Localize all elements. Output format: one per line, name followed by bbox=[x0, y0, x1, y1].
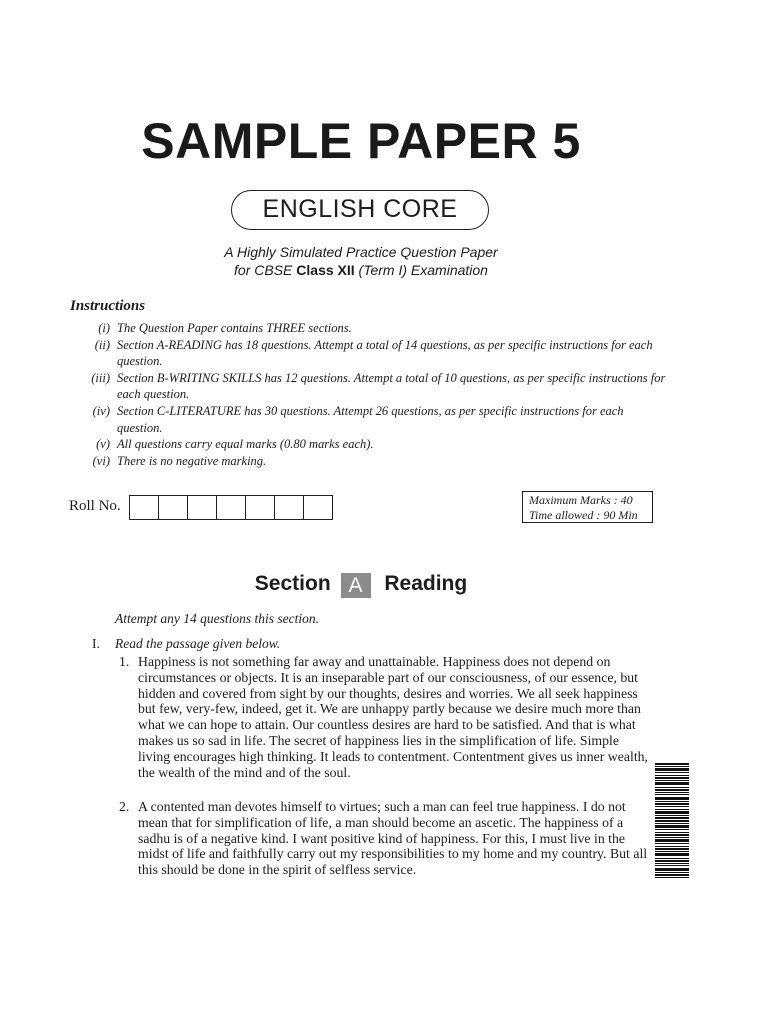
instruction-item bbox=[70, 403, 670, 436]
instruction-text: Section C-LITERATURE has 30 questions. Attempt 26 questions, as per specific instructions for each question. bbox=[117, 403, 624, 435]
instruction-number: (ii) bbox=[94, 337, 110, 352]
roll-number-box[interactable] bbox=[158, 495, 188, 520]
instruction-number: (v) bbox=[96, 437, 110, 452]
instruction-item bbox=[70, 453, 670, 470]
roll-number-label: Roll No. bbox=[69, 498, 121, 514]
instructions-heading: Instructions bbox=[70, 298, 146, 314]
instructions-list bbox=[70, 320, 670, 469]
maximum-marks: Maximum Marks : 40 bbox=[529, 493, 633, 507]
paragraph-number: 2. bbox=[119, 799, 130, 814]
paragraph-number: 1. bbox=[119, 654, 130, 669]
section-note: Attempt any 14 questions this section. bbox=[115, 611, 319, 626]
section-heading bbox=[0, 572, 722, 598]
subtitle-pre: for CBSE bbox=[234, 262, 297, 278]
roll-number-box[interactable] bbox=[187, 495, 217, 520]
instruction-item bbox=[70, 320, 670, 337]
question-number: I. bbox=[92, 636, 100, 651]
instruction-number: (i) bbox=[98, 321, 110, 335]
question-text: Read the passage given below. bbox=[115, 636, 281, 651]
instruction-item bbox=[70, 436, 670, 453]
roll-number-box[interactable] bbox=[129, 495, 159, 520]
section-name: Reading bbox=[384, 572, 468, 595]
barcode-icon bbox=[655, 763, 689, 880]
instruction-text: The Question Paper contains THREE sections. bbox=[117, 321, 352, 335]
instruction-item bbox=[70, 370, 670, 403]
instruction-text: Section A-READING has 18 questions. Attempt a total of 14 questions, as per specific instructions for each question. bbox=[117, 337, 653, 369]
roll-number-box[interactable] bbox=[274, 495, 304, 520]
roll-number-boxes[interactable] bbox=[130, 495, 333, 520]
instruction-text: Section B-WRITING SKILLS has 12 questions. Attempt a total of 10 questions, as per specific instructions for each question. bbox=[117, 370, 666, 402]
passage-paragraph: Happiness is not something far away and unattainable. Happiness does not depend on circumstances or objects. It is an inseparable part of our consciousness, of our essence, but hidden and covered from sight by our thoughts, desires and worries. We all seek happiness but few, very-few, indeed, get it. We are unhappy partly because we desire much more than what we can hope to attain. Our countless desires are hard to be satisfied. And that is what makes us so sad in life. The secret of happiness lies in the simplification of life. Simple living encourages high thinking. It leads to contentment. Contentment gives us inner wealth, the wealth of the mind and of the soul. bbox=[138, 654, 648, 780]
subtitle-line-1: A Highly Simulated Practice Question Paper bbox=[224, 244, 498, 260]
section-word: Section bbox=[254, 572, 331, 595]
subject-badge: ENGLISH CORE bbox=[231, 190, 489, 230]
instruction-text: There is no negative marking. bbox=[117, 453, 267, 468]
time-allowed: Time allowed : 90 Min bbox=[529, 507, 638, 522]
instruction-number: (iii) bbox=[91, 370, 110, 385]
roll-number-box[interactable] bbox=[303, 495, 333, 520]
subtitle-line-2 bbox=[0, 261, 722, 279]
paper-title: SAMPLE PAPER 5 bbox=[141, 113, 581, 169]
passage-paragraph: A contented man devotes himself to virtues; such a man can feel true happiness. I do not mean that for simplification of life, a man should become an ascetic. The happiness of a sadhu is of a negative kind. I want positive kind of happiness. For this, I must live in the midst of life and faithfully carry out my responsibilities to my home and my country. But all this should be done in the spirit of selfless service. bbox=[138, 799, 648, 878]
instruction-number: (iv) bbox=[92, 403, 110, 418]
subtitle bbox=[0, 243, 722, 279]
roll-number-box[interactable] bbox=[216, 495, 246, 520]
instruction-item bbox=[70, 337, 670, 370]
section-letter-badge: A bbox=[341, 573, 371, 598]
instruction-text: All questions carry equal marks (0.80 marks each). bbox=[117, 437, 374, 452]
subtitle-post: (Term I) Examination bbox=[354, 262, 488, 278]
marks-info-box bbox=[522, 491, 653, 523]
roll-number-box[interactable] bbox=[245, 495, 275, 520]
subtitle-class: Class XII bbox=[296, 262, 355, 278]
instruction-number: (vi) bbox=[92, 453, 110, 468]
question-label bbox=[92, 636, 280, 652]
